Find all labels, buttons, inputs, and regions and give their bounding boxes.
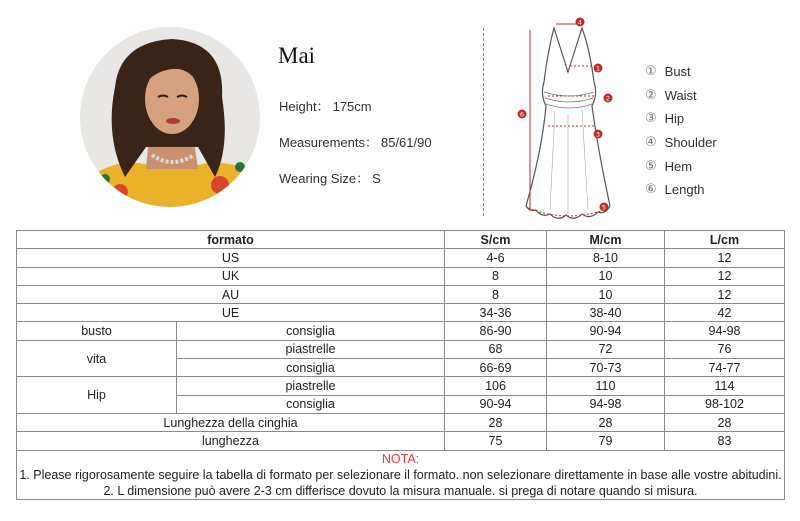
marker-shoulder (576, 18, 585, 27)
table-row: UE 34-36 38-40 42 (17, 304, 785, 322)
svg-text:5: 5 (601, 203, 607, 212)
legend-item-hip: ③ Hip (645, 111, 685, 127)
wearing-value: S (372, 171, 381, 186)
header-s: S/cm (445, 231, 547, 249)
model-photo (80, 27, 260, 207)
table-row: UK 8 10 12 (17, 267, 785, 285)
dress-diagram (510, 10, 630, 225)
model-wearing-size (279, 168, 381, 187)
note-line-1: 1. Please rigorosamente seguire la tabella di formato per selezionare il formato. non selezionare direttamente in base alle vostre abitudini. (19, 467, 782, 482)
table-row: vita piastrelle 68 72 76 (17, 340, 785, 358)
svg-text:1: 1 (595, 64, 601, 73)
svg-text:3: 3 (595, 130, 601, 139)
notes-title: NOTA: (381, 451, 420, 466)
svg-text:4: 4 (577, 18, 583, 27)
table-row: Hip piastrelle 106 110 114 (17, 377, 785, 395)
marker-bust (594, 64, 603, 73)
table-row: consiglia 66-69 70-73 74-77 (17, 359, 785, 377)
marker-hip (594, 130, 603, 139)
header-l: L/cm (665, 231, 785, 249)
height-value: 175cm (332, 99, 372, 114)
height-label: Height： (279, 99, 330, 114)
legend-item-bust: ① Bust (645, 64, 691, 80)
legend-item-length: ⑥ Length (645, 182, 705, 198)
notes-cell (17, 450, 785, 499)
model-height (279, 96, 372, 115)
table-row: consiglia 90-94 94-98 98-102 (17, 395, 785, 413)
legend-item-shoulder: ④ Shoulder (645, 135, 717, 151)
section-divider (483, 28, 484, 216)
size-chart-table (16, 230, 785, 500)
table-header-row (17, 231, 785, 249)
wearing-label: Wearing Size： (279, 171, 370, 186)
measurement-legend (645, 60, 717, 202)
svg-text:6: 6 (519, 110, 525, 119)
marker-waist (604, 94, 613, 103)
note-line-2: 2. L dimensione può avere 2-3 cm differisce dovuto la misura manuale. si prega di notare quando si misura. (103, 483, 698, 498)
table-row: AU 8 10 12 (17, 285, 785, 303)
header-m: M/cm (547, 231, 665, 249)
model-measurements (279, 132, 432, 151)
marker-hem (600, 203, 609, 212)
table-row: lunghezza 75 79 83 (17, 432, 785, 450)
notes-row (17, 450, 785, 499)
measurements-label: Measurements： (279, 135, 378, 150)
marker-length (518, 110, 527, 119)
legend-item-waist: ② Waist (645, 87, 697, 103)
legend-item-hem: ⑤ Hem (645, 158, 693, 174)
table-row: Lunghezza della cinghia 28 28 28 (17, 413, 785, 431)
header-formato: formato (17, 231, 445, 249)
table-row: busto consiglia 86-90 90-94 94-98 (17, 322, 785, 340)
measurements-value: 85/61/90 (380, 135, 432, 150)
svg-text:2: 2 (605, 94, 611, 103)
table-row: US 4-6 8-10 12 (17, 249, 785, 267)
model-name: Mai (278, 43, 316, 68)
